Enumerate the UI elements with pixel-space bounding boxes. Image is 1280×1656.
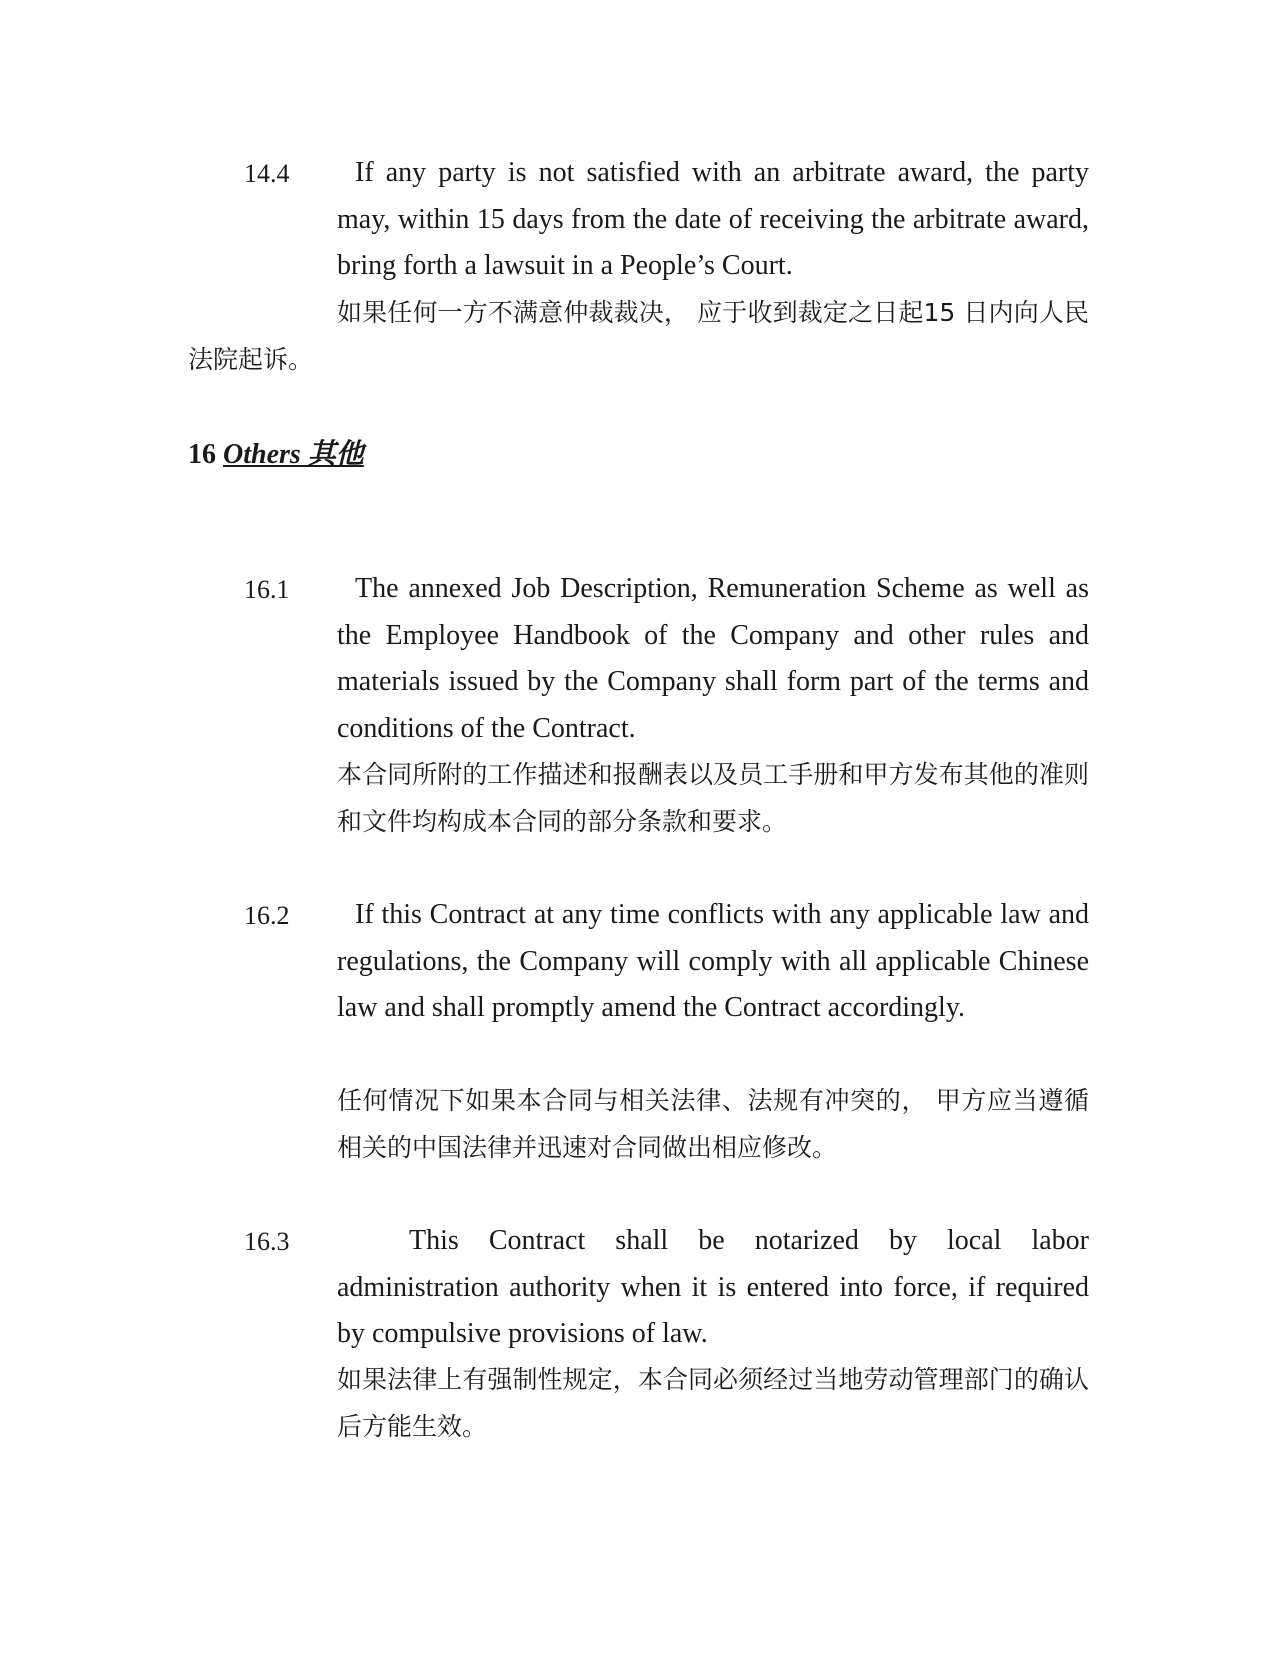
section-heading-16	[188, 438, 364, 472]
clause-number-16-3: 16.3	[244, 1227, 290, 1256]
clause-16-2-english-text: If this Contract at any time conflicts with any applicable law and regulations, the Company will comply with all applicable Chinese law and shall promptly amend the Contract accordingly.	[337, 899, 1089, 1023]
clause-16-3-english	[337, 1218, 1089, 1358]
clause-14-4-english	[337, 150, 1089, 290]
clause-16-3-chinese: 如果法律上有强制性规定，本合同必须经过当地劳动管理部门的确认后方能生效。	[337, 1365, 1089, 1441]
clause-16-1-chinese: 本合同所附的工作描述和报酬表以及员工手册和甲方发布其他的准则和文件均构成本合同的部分条款和要求。	[337, 760, 1089, 836]
clause-14-4-chinese: 如果任何一方不满意仲裁裁决， 应于收到裁定之日起15 日内向人民法院起诉。	[188, 298, 1089, 374]
section-number: 16	[188, 439, 216, 470]
clause-14-4-english-text: If any party is not satisfied with an arbitrate award, the party may, within 15 days from the date of receiving the arbitrate award, bring forth a lawsuit in a People’s Court.	[337, 157, 1089, 281]
clause-16-2-chinese: 任何情况下如果本合同与相关法律、法规有冲突的， 甲方应当遵循相关的中国法律并迅速对合同做出相应修改。	[337, 1086, 1089, 1162]
clause-16-1-english	[337, 566, 1089, 752]
clause-number-14-4: 14.4	[244, 159, 290, 188]
clause-16-1-english-text: The annexed Job Description, Remuneration Scheme as well as the Employee Handbook of the Company and other rules and materials issued by the Company shall form part of the terms and conditions of the Contract.	[337, 573, 1089, 744]
clause-number-16-1: 16.1	[244, 575, 290, 604]
clause-16-2-english	[337, 892, 1089, 1032]
clause-number-16-2: 16.2	[244, 901, 290, 930]
clause-16-3-english-text: This Contract shall be notarized by local labor administration authority when it is entered into force, if required by compulsive provisions of law.	[337, 1225, 1089, 1349]
section-title: Others 其他	[223, 439, 364, 470]
